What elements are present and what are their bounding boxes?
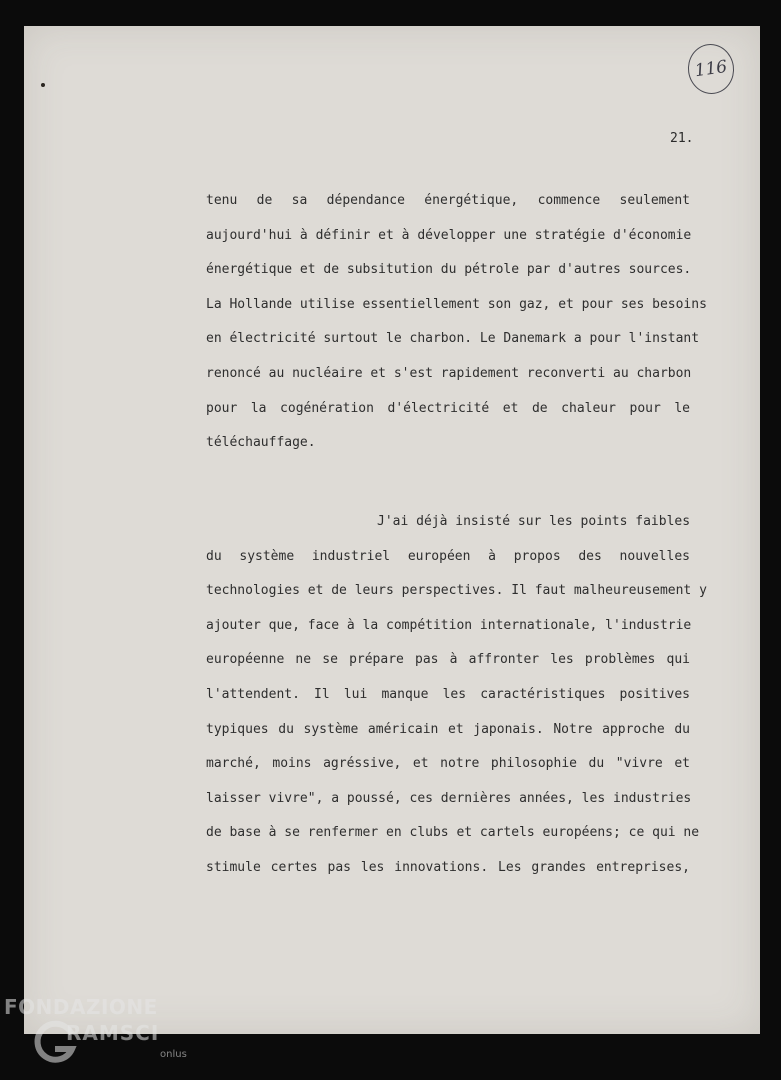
text-line: l'attendent. Il lui manque les caractéristiques positives <box>206 686 690 702</box>
fondazione-gramsci-watermark <box>4 995 194 1075</box>
text-line: énergétique et de subsitution du pétrole par d'autres sources. <box>206 262 692 278</box>
watermark-line-2: RAMSCI <box>66 1021 160 1045</box>
text-line: en électricité surtout le charbon. Le Danemark a pour l'instant <box>206 331 700 347</box>
text-line: La Hollande utilise essentiellement son gaz, et pour ses besoins <box>206 296 707 312</box>
text-line: typiques du système américain et japonais. Notre approche du <box>206 721 690 737</box>
text-line: J'ai déjà insisté sur les points faibles <box>377 514 691 529</box>
text-line: européenne ne se prépare pas à affronter les problèmes qui <box>206 652 690 668</box>
text-line: stimule certes pas les innovations. Les grandes entreprises, <box>206 859 690 875</box>
folio-stamp-number: 116 <box>693 56 729 82</box>
text-line: renoncé au nucléaire et s'est rapidement reconverti au charbon <box>206 365 692 381</box>
watermark-line-1: FONDAZIONE <box>4 995 158 1019</box>
paragraph-2 <box>206 510 707 891</box>
page-number: 21. <box>670 131 694 146</box>
text-line: du système industriel européen à propos des nouvelles <box>206 548 690 564</box>
paragraph-1 <box>206 189 707 466</box>
folio-stamp <box>685 41 738 97</box>
text-line: technologies et de leurs perspectives. Il faut malheureusement y <box>206 583 707 599</box>
text-line: aujourd'hui à définir et à développer une stratégie d'économie <box>206 227 692 243</box>
text-line: de base à se renfermer en clubs et cartels européens; ce qui ne <box>206 825 700 841</box>
text-line: laisser vivre", a poussé, ces dernières années, les industries <box>206 790 692 806</box>
text-line: ajouter que, face à la compétition internationale, l'industrie <box>206 617 692 633</box>
ink-speck <box>41 83 45 87</box>
document-page <box>24 26 760 1034</box>
text-line: tenu de sa dépendance énergétique, commence seulement <box>206 193 690 208</box>
text-line: marché, moins agréssive, et notre philosophie du "vivre et <box>206 756 690 772</box>
watermark-line-3: onlus <box>160 1049 187 1060</box>
text-line: téléchauffage. <box>206 435 316 451</box>
text-line: pour la cogénération d'électricité et de chaleur pour le <box>206 400 690 416</box>
